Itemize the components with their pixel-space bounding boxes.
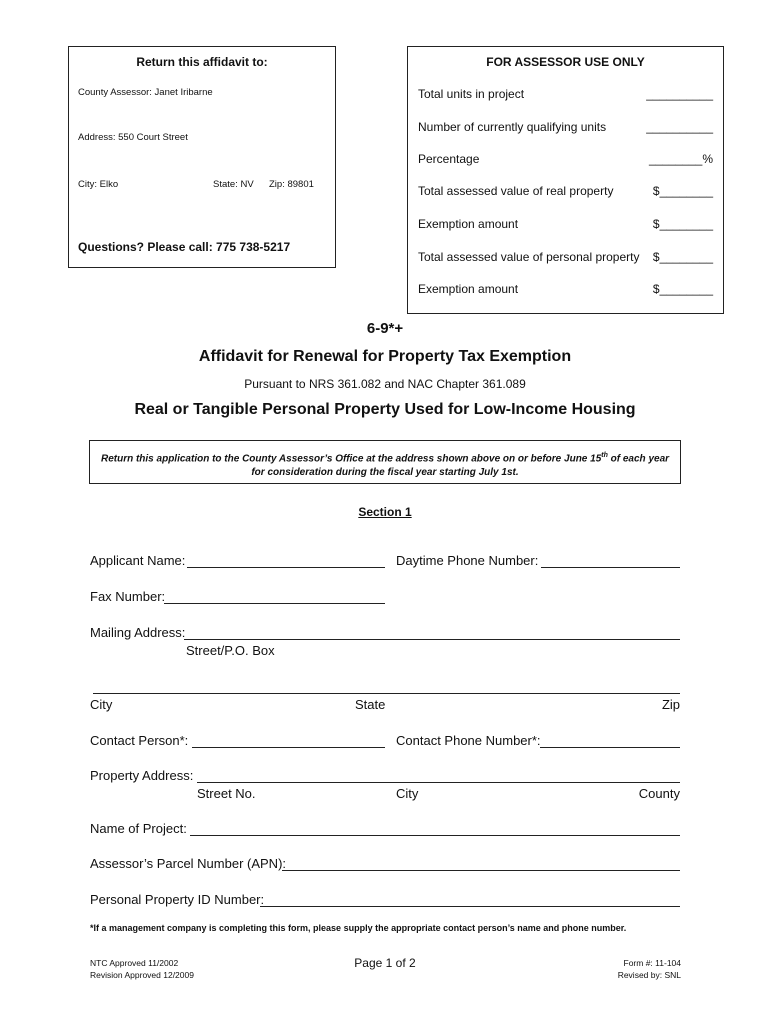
zip-label: Zip: [661, 697, 680, 712]
property-city-label: City: [396, 786, 419, 801]
fax-number-label: Fax Number:: [90, 589, 166, 604]
assessor-row-blank[interactable]: $________: [652, 184, 713, 198]
property-address-field[interactable]: [197, 782, 680, 783]
apn-label: Assessor’s Parcel Number (APN):: [90, 856, 287, 871]
assessor-use-box: [407, 46, 724, 314]
applicant-name-label: Applicant Name:: [90, 553, 186, 568]
property-type-heading: Real or Tangible Personal Property Used for Low-Income Housing: [134, 401, 636, 418]
form-number: Form #: 11-104: [623, 958, 681, 968]
assessor-row-label: Number of currently qualifying units: [418, 120, 607, 134]
applicant-name-field[interactable]: [187, 567, 385, 568]
address-line: Address: 550 Court Street: [78, 132, 188, 143]
zip-line: Zip: 89801: [269, 179, 314, 190]
daytime-phone-field[interactable]: [541, 567, 680, 568]
return-box-title: Return this affidavit to:: [136, 55, 268, 69]
mailing-address-field[interactable]: [184, 639, 680, 640]
county-label: County: [638, 786, 680, 801]
county-assessor-line: County Assessor: Janet Iribarne: [78, 87, 213, 98]
return-address-box: [68, 46, 336, 268]
street-po-box-label: Street/P.O. Box: [186, 643, 275, 658]
assessor-row: [418, 217, 713, 233]
assessor-row-blank[interactable]: $________: [652, 282, 713, 296]
ntc-approved: NTC Approved 11/2002: [90, 958, 179, 968]
assessor-row: [418, 87, 713, 103]
assessor-row: [418, 184, 713, 200]
notice-text-after: of each year for consideration during the fiscal year starting July 1st.: [251, 453, 670, 479]
mailing-address-label: Mailing Address:: [90, 625, 186, 640]
form-info: [560, 957, 681, 981]
personal-property-id-field[interactable]: [260, 906, 680, 907]
fax-number-field[interactable]: [164, 603, 385, 604]
statute-subtitle: Pursuant to NRS 361.082 and NAC Chapter 361.089: [244, 377, 526, 391]
document-title: Affidavit for Renewal for Property Tax Exemption: [198, 348, 572, 365]
notice-superscript: th: [601, 452, 608, 459]
management-company-footnote: *If a management company is completing this form, please supply the appropriate contact person’s name and phone number.: [90, 923, 627, 933]
state-line: State: NV: [213, 179, 254, 190]
assessor-row-label: Percentage: [418, 152, 480, 166]
assessor-row: [418, 282, 713, 298]
assessor-row-blank[interactable]: $________: [652, 250, 713, 264]
revised-by: Revised by: SNL: [617, 970, 681, 980]
personal-property-id-label: Personal Property ID Number:: [90, 892, 265, 907]
contact-phone-label: Contact Phone Number*:: [396, 733, 541, 748]
project-name-field[interactable]: [190, 835, 680, 836]
project-name-label: Name of Project:: [90, 821, 187, 836]
street-no-label: Street No.: [197, 786, 256, 801]
assessor-box-title: FOR ASSESSOR USE ONLY: [486, 55, 645, 69]
assessor-row-label: Exemption amount: [418, 282, 519, 296]
assessor-row-label: Total assessed value of personal property: [418, 250, 640, 264]
assessor-row-blank[interactable]: __________: [646, 120, 713, 134]
notice-text-before: Return this application to the County Assessor’s Office at the address shown above on or before June 15: [100, 453, 602, 465]
assessor-row-blank[interactable]: __________: [646, 87, 713, 101]
return-deadline-notice: [89, 440, 681, 484]
form-code: 6-9*+: [366, 320, 404, 337]
city-line: City: Elko: [78, 179, 119, 190]
contact-phone-field[interactable]: [540, 747, 680, 748]
assessor-row-blank[interactable]: $________: [652, 217, 713, 231]
apn-field[interactable]: [282, 870, 680, 871]
assessor-row-label: Exemption amount: [418, 217, 519, 231]
contact-person-field[interactable]: [192, 747, 385, 748]
assessor-row-label: Total units in project: [418, 87, 525, 101]
assessor-row-label: Total assessed value of real property: [418, 184, 614, 198]
assessor-row: [418, 120, 713, 136]
section-1-title: Section 1: [358, 505, 412, 519]
revision-approved: Revision Approved 12/2009: [90, 970, 194, 980]
city-label: City: [90, 697, 113, 712]
questions-phone: Questions? Please call: 775 738-5217: [78, 240, 291, 254]
daytime-phone-label: Daytime Phone Number:: [396, 553, 539, 568]
city-state-zip-field[interactable]: [93, 693, 680, 694]
contact-person-label: Contact Person*:: [90, 733, 189, 748]
assessor-row-blank[interactable]: ________%: [648, 152, 713, 166]
page-number: Page 1 of 2: [354, 956, 416, 970]
property-address-label: Property Address:: [90, 768, 194, 783]
assessor-row: [418, 152, 713, 168]
state-label: State: [355, 697, 386, 712]
assessor-row: [418, 250, 713, 266]
